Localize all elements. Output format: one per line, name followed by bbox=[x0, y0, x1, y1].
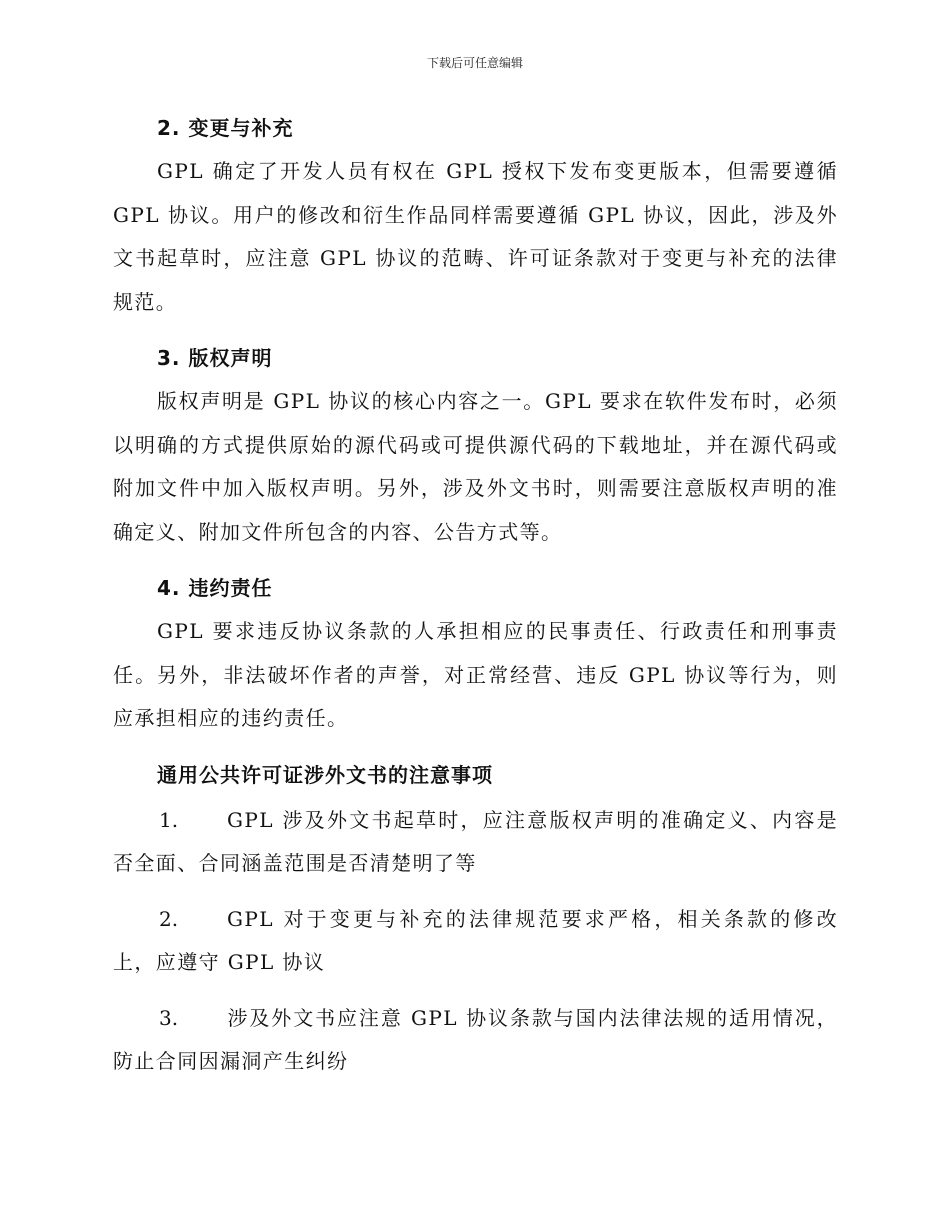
section-notes bbox=[113, 755, 838, 1084]
list-item-text: GPL 对于变更与补充的法律规范要求严格，相关条款的修改上，应遵守 GPL 协议 bbox=[113, 906, 838, 974]
section-paragraph: 版权声明是 GPL 协议的核心内容之一。GPL 要求在软件发布时，必须以明确的方式提供原始的源代码或可提供源代码的下载地址，并在源代码或附加文件中加入版权声明。另外，涉及外文书时，则需要注意版权声明的准确定义、附加文件所包含的内容、公告方式等。 bbox=[113, 389, 838, 544]
section-paragraph: GPL 确定了开发人员有权在 GPL 授权下发布变更版本，但需要遵循 GPL 协议。用户的修改和衍生作品同样需要遵循 GPL 协议，因此，涉及外文书起草时，应注意 GPL 协议的范畴、许可证条款对于变更与补充的法律规范。 bbox=[113, 159, 838, 314]
list-item bbox=[113, 997, 838, 1084]
list-item-number: 3. bbox=[159, 1005, 179, 1030]
list-item-text: GPL 涉及外文书起草时，应注意版权声明的准确定义、内容是否全面、合同涵盖范围是否清楚明了等 bbox=[113, 807, 838, 875]
document-body bbox=[113, 108, 838, 1084]
section-heading: 4. 违约责任 bbox=[157, 576, 273, 600]
notes-heading: 通用公共许可证涉外文书的注意事项 bbox=[157, 762, 493, 787]
section-changes bbox=[113, 108, 838, 324]
page-header: 下载后可任意编辑 bbox=[426, 56, 523, 70]
section-copyright bbox=[113, 338, 838, 554]
section-heading: 2. 变更与补充 bbox=[157, 116, 294, 140]
section-liability bbox=[113, 568, 838, 741]
section-heading: 3. 版权声明 bbox=[157, 346, 273, 370]
list-item-number: 1. bbox=[159, 807, 179, 832]
section-paragraph: GPL 要求违反协议条款的人承担相应的民事责任、行政责任和刑事责任。另外，非法破坏作者的声誉，对正常经营、违反 GPL 协议等行为，则应承担相应的违约责任。 bbox=[113, 619, 838, 730]
list-item bbox=[113, 799, 838, 886]
list-item-text: 涉及外文书应注意 GPL 协议条款与国内法律法规的适用情况，防止合同因漏洞产生纠纷 bbox=[113, 1005, 838, 1073]
list-item bbox=[113, 898, 838, 985]
list-item-number: 2. bbox=[159, 906, 179, 931]
